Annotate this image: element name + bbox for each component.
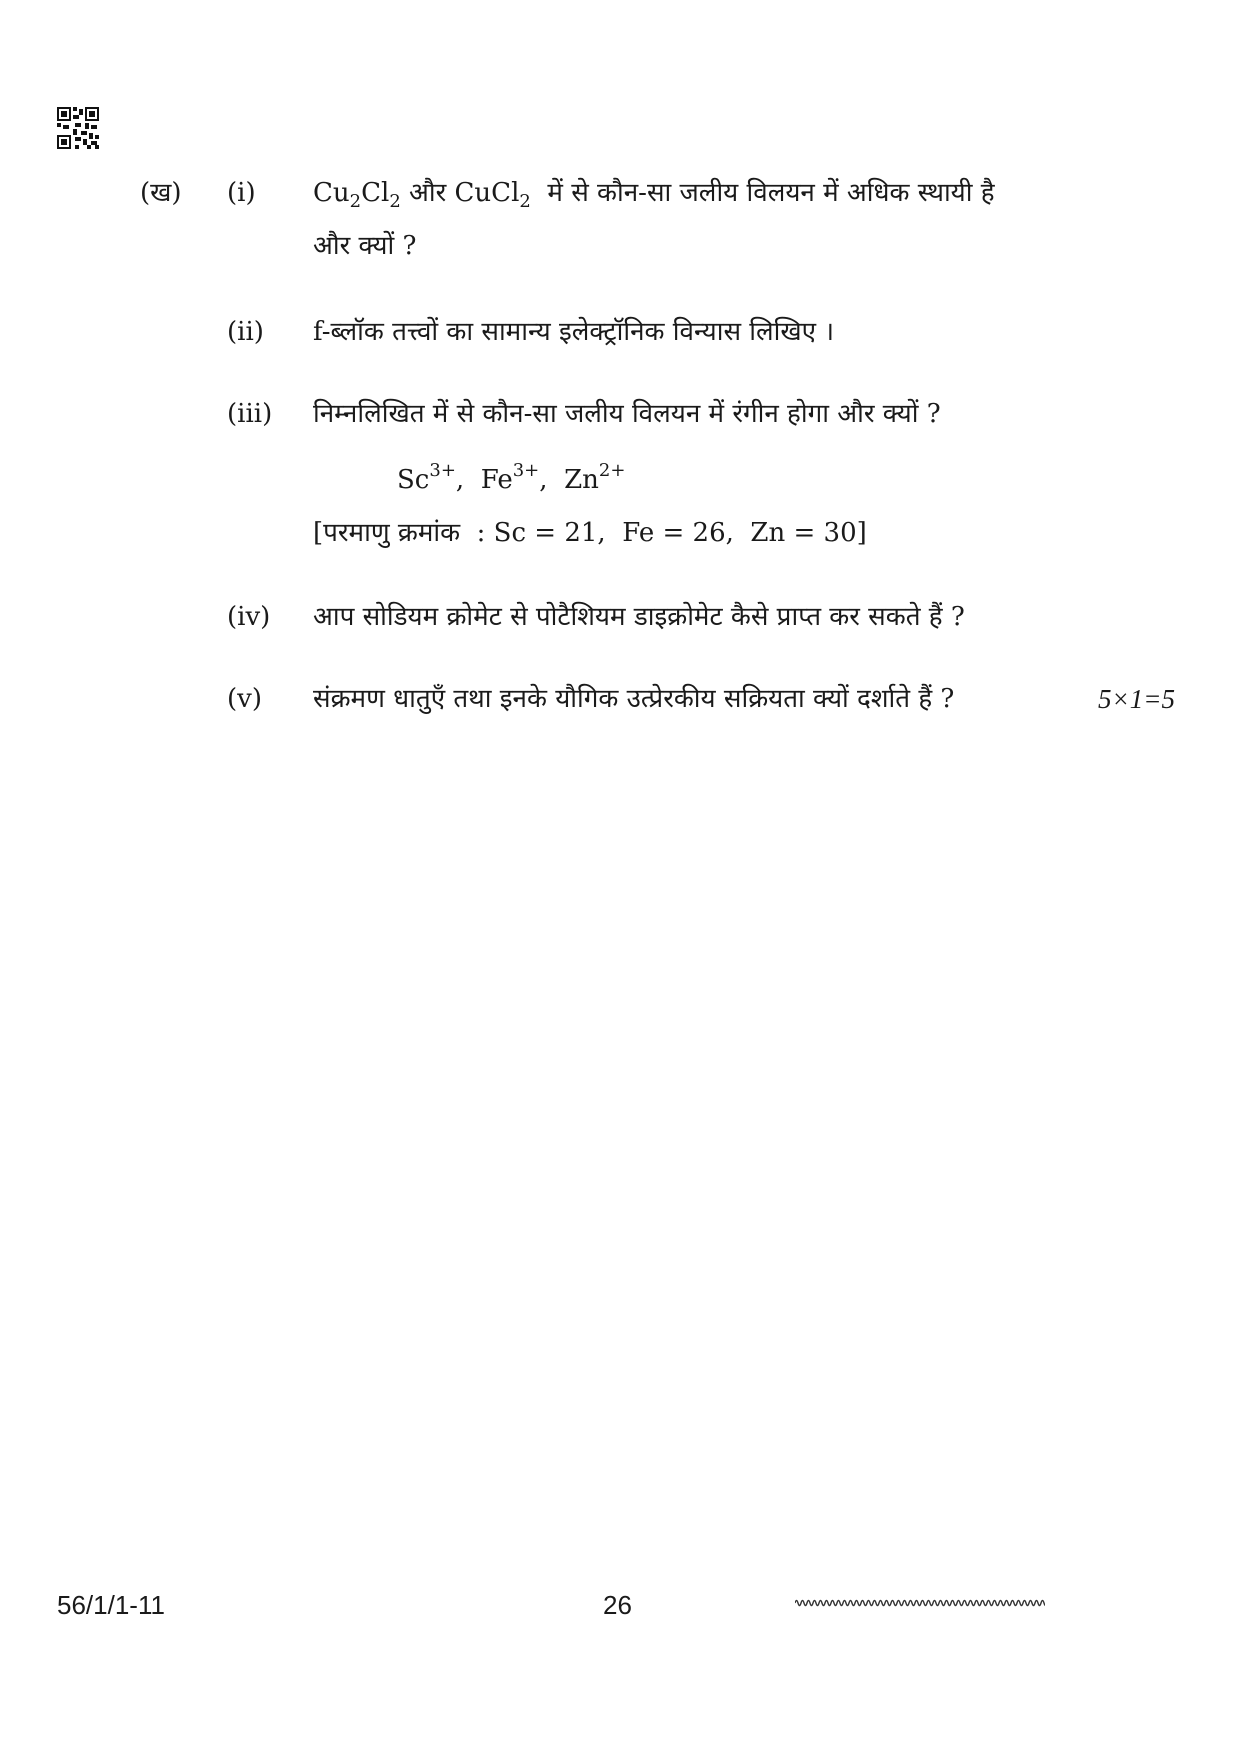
question-v-text: संक्रमण धातुएँ तथा इनके यौगिक उत्प्रेरकीय सक्रियता क्यों दर्शाते हैं ? [313, 684, 955, 714]
question-i-line2: और क्यों ? [313, 231, 417, 261]
wavy-line-decoration [795, 1596, 1045, 1610]
ion-list: $Sc^{3+}$, $Fe^{3+}$, $Zn^{2+}$ [397, 460, 626, 495]
question-i-line1: $Cu_2Cl_2$ और CuCl$_2$ में से कौन-सा जलीय विलयन में अधिक स्थायी है [313, 178, 995, 212]
question-number-iii: (iii) [227, 399, 273, 429]
page-number: 26 [603, 1590, 632, 1620]
paper-code: 56/1/1-11 [57, 1590, 165, 1620]
atomic-numbers: [परमाणु क्रमांक : Sc = 21, Fe = 26, Zn = 30] [313, 518, 867, 548]
formula-cu2cl2: $Cu_2Cl_2$ [313, 178, 401, 212]
ion-fe: $Fe^{3+}$ [480, 460, 540, 495]
question-number-v: (v) [227, 684, 262, 714]
qr-code-icon [57, 107, 99, 149]
question-number-i: (i) [227, 178, 256, 208]
question-iv-text: आप सोडियम क्रोमेट से पोटैशियम डाइक्रोमेट कैसे प्राप्त कर सकते हैं ? [313, 602, 965, 632]
marks: 5×1=5 [1098, 684, 1175, 714]
question-ii-text: f-ब्लॉक तत्त्वों का सामान्य इलेक्ट्रॉनिक विन्यास लिखिए । [313, 317, 835, 347]
ion-sc: $Sc^{3+}$ [397, 460, 456, 495]
part-label: (ख) [140, 178, 182, 208]
question-iii-text: निम्नलिखित में से कौन-सा जलीय विलयन में रंगीन होगा और क्यों ? [313, 399, 941, 429]
question-number-iv: (iv) [227, 602, 271, 632]
question-number-ii: (ii) [227, 317, 264, 347]
ion-zn: $Zn^{2+}$ [564, 460, 626, 495]
formula-cucl2: CuCl$_2$ [454, 178, 531, 212]
